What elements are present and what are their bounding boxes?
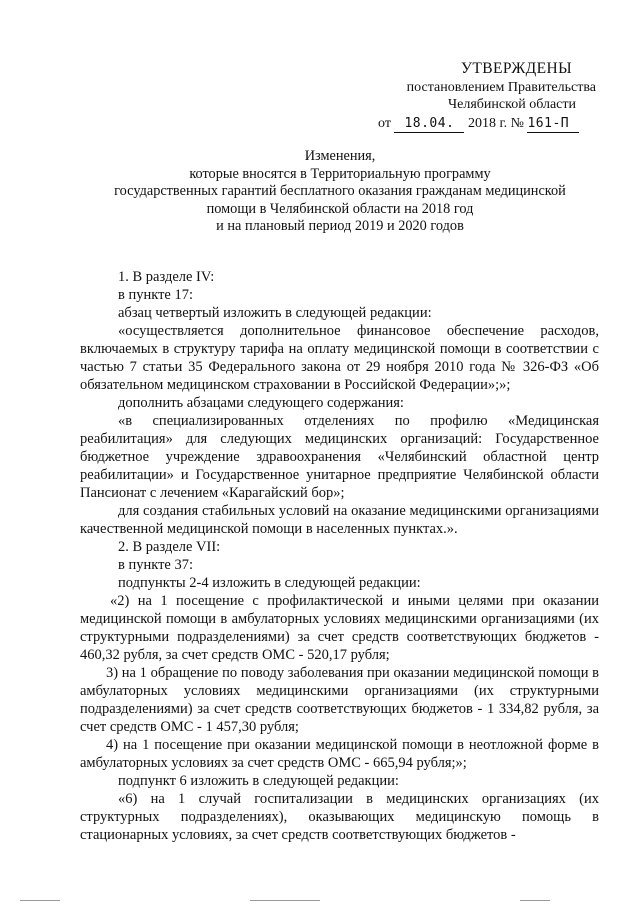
heading-line-1: Изменения, <box>304 148 376 164</box>
paragraph: подпункт 6 изложить в следующей редакции: <box>118 773 399 789</box>
approval-stamp <box>378 60 610 133</box>
year-text: 2018 г. № <box>467 116 524 131</box>
paragraph: дополнить абзацами следующего содержания: <box>118 395 404 411</box>
paragraph: в пункте 17: <box>118 287 194 303</box>
approval-line-1: постановлением Правительства <box>406 80 596 95</box>
document-body <box>80 268 599 844</box>
paragraph: 3) на 1 обращение по поводу заболевания при оказании медицинской помощи в амбулаторных условиях медицинскими организациями (их структурными подразделениями) за счет средств соответствующих бюджетов - 1 334,82 рубля, за счет средств ОМС - 1 457,30 рубля; <box>80 665 599 735</box>
heading-line-3: государственных гарантий бесплатного оказания гражданам медицинской <box>114 183 566 200</box>
heading-line-2: которые вносятся в Территориальную программу <box>189 165 491 182</box>
handwritten-number: 161-П <box>527 115 579 133</box>
approval-title: УТВЕРЖДЕНЫ <box>461 60 572 77</box>
handwritten-date: 18.04. <box>394 115 464 133</box>
scan-edge-marks <box>0 900 640 902</box>
paragraph: «6) на 1 случай госпитализации в медицинских организациях (их структурных подразделениях), оказывающих медицинскую помощь в стационарных условиях, за счет средств соответствующих бюджетов - <box>80 791 599 843</box>
section-vii-heading: 2. В разделе VII: <box>118 539 221 555</box>
paragraph: абзац четвертый изложить в следующей редакции: <box>118 305 432 321</box>
paragraph: подпункты 2-4 изложить в следующей редакции: <box>118 575 421 591</box>
paragraph: «2) на 1 посещение с профилактической и иными целями при оказании медицинской помощи в амбулаторных условиях медицинскими организациями (их структурными подразделениями) за счет средств соответствующих бюджетов - 460,32 рубля, за счет средств ОМС - 520,17 рубля; <box>80 593 599 663</box>
section-iv-heading: 1. В разделе IV: <box>118 269 215 285</box>
paragraph: «осуществляется дополнительное финансовое обеспечение расходов, включаемых в структуру тарифа на оплату медицинской помощи в соответствии с частью 7 статьи 35 Федерального закона от 29 ноября 2010 года № 326-ФЗ «Об обязательном медицинском страховании в Российской Федерации»;»; <box>80 323 599 393</box>
approval-line-2: Челябинской области <box>448 97 576 112</box>
paragraph: для создания стабильных условий на оказание медицинскими организациями качественной медицинской помощи в населенных пунктах.». <box>80 503 599 537</box>
approval-date-line <box>378 115 610 133</box>
paragraph: в пункте 37: <box>118 557 194 573</box>
heading-line-4: помощи в Челябинской области на 2018 год <box>206 200 474 217</box>
paragraph: «в специализированных отделениях по профилю «Медицинская реабилитация» для следующих медицинских организаций: Государственное бюджетное учреждение здравоохранения «Челябинский областной центр реабилитации» и Государственное унитарное предприятие Челябинской области Пансионат с лечением «Карагайский бор»; <box>80 413 599 501</box>
date-prefix: от <box>378 116 391 131</box>
paragraph: 4) на 1 посещение при оказании медицинской помощи в неотложной форме в амбулаторных условиях за счет средств ОМС - 665,94 рубля;»; <box>80 737 599 771</box>
document-heading <box>60 148 620 236</box>
heading-line-5: и на плановый период 2019 и 2020 годов <box>216 218 464 235</box>
